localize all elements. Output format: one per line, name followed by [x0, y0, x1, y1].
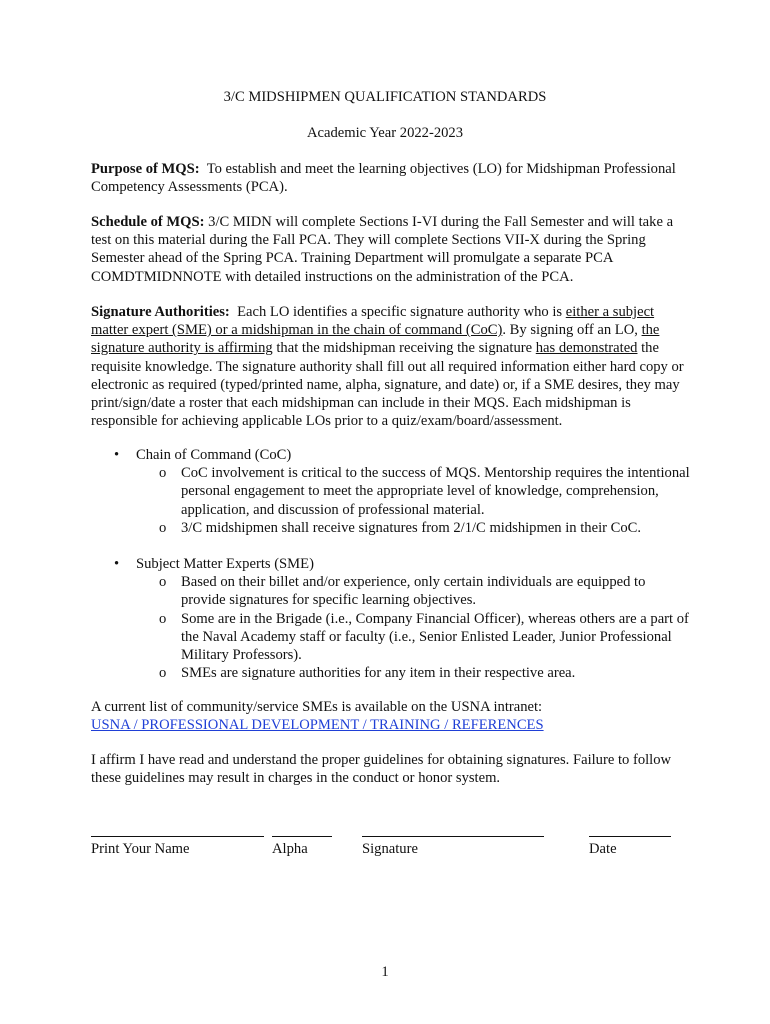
signature-line[interactable]: [362, 836, 544, 837]
circle-bullet-icon: o: [159, 519, 167, 536]
print-name-label: Print Your Name: [91, 841, 190, 857]
sme-list-text: A current list of community/service SMEs is available on the USNA intranet:: [91, 699, 543, 715]
usna-references-link[interactable]: USNA / PROFESSIONAL DEVELOPMENT / TRAINING / REFERENCES: [91, 717, 544, 734]
coc-sub-item: [136, 464, 691, 519]
sme-sub-list: [136, 573, 691, 682]
sme-item-text: Based on their billet and/or experience, only certain individuals are equipped to provide signatures for specific learning objectives.: [181, 574, 646, 609]
coc-bullet: [91, 446, 691, 537]
sme-item-text: Some are in the Brigade (i.e., Company Financial Officer), whereas others are a part of the Naval Academy staff or faculty (i.e., Senior Enlisted Leader, Junior Professional Military Professors).: [181, 610, 689, 664]
sig-text-2: . By signing off an LO,: [502, 322, 642, 339]
sme-list-paragraph: [91, 698, 691, 734]
bullet-icon: •: [114, 556, 120, 572]
sme-sub-item: [136, 664, 691, 682]
signature-authorities-label: Signature Authorities:: [91, 304, 230, 320]
schedule-text: 3/C MIDN will complete Sections I-VI during the Fall Semester and will take a test on this material during the Fall PCA. They will complete Sections VII-X during the Spring Semester ahead of the Spring PCA. Training Department will promulgate a separate PCA COMDTMIDNNOTE with detailed instructions on the administration of the PCA.: [91, 214, 674, 285]
sig-text-4: the requisite knowledge. The signature authority shall fill out all required information either hard copy or electronic as required (typed/printed name, alpha, signature, and date) or, if a SME desires, they may print/sign/date a roster that each midshipman can include in their MQS. Each midshipman is responsible for achieving applicable LOs prior to a quiz/exam/board/assessment.: [91, 340, 684, 430]
signature-authorities-paragraph: [91, 303, 691, 430]
coc-heading: Chain of Command (CoC): [136, 447, 292, 463]
coc-sub-list: [136, 464, 691, 537]
sme-bullet: [91, 555, 691, 682]
academic-year: Academic Year 2022-2023: [306, 125, 464, 141]
coc-item-text: 3/C midshipmen shall receive signatures from 2/1/C midshipmen in their CoC.: [181, 519, 642, 536]
coc-bullet-list: [91, 446, 691, 537]
alpha-signature-line[interactable]: [272, 836, 332, 837]
coc-sub-item: [136, 519, 691, 537]
circle-bullet-icon: o: [159, 665, 167, 682]
sig-underline-1: either a subject matter expert (SME) or a midshipman in the chain of command (CoC): [91, 304, 655, 339]
affirmation-paragraph: I affirm I have read and understand the proper guidelines for obtaining signatures. Failure to follow these guidelines may result in charges in the conduct or honor system.: [91, 752, 672, 787]
date-label: Date: [589, 841, 617, 857]
schedule-paragraph: [91, 213, 691, 286]
circle-bullet-icon: o: [159, 610, 167, 627]
sme-sub-item: [136, 610, 691, 665]
alpha-label: Alpha: [272, 841, 308, 857]
circle-bullet-icon: o: [159, 574, 167, 591]
sme-heading: Subject Matter Experts (SME): [136, 556, 314, 572]
sig-text-3: that the midshipman receiving the signature: [272, 340, 536, 357]
purpose-paragraph: [91, 160, 691, 196]
purpose-text: To establish and meet the learning objectives (LO) for Midshipman Professional Competency Assessments (PCA).: [91, 161, 676, 196]
sme-sub-item: [136, 573, 691, 609]
date-signature-line[interactable]: [589, 836, 671, 837]
sig-text-1: Each LO identifies a specific signature authority who is: [237, 304, 566, 320]
coc-item-text: CoC involvement is critical to the success of MQS. Mentorship requires the intentional personal engagement to meet the appropriate level of knowledge, comprehension, application, and discussion of professional material.: [181, 465, 690, 518]
document-title: 3/C MIDSHIPMEN QUALIFICATION STANDARDS: [223, 89, 547, 105]
sig-underline-2: the signature authority is affirming: [91, 322, 660, 357]
signature-label: Signature: [362, 841, 418, 857]
name-signature-line[interactable]: [91, 836, 264, 837]
sme-bullet-list: [91, 555, 691, 682]
schedule-label: Schedule of MQS:: [91, 214, 205, 230]
circle-bullet-icon: o: [159, 465, 167, 482]
sig-underline-3: has demonstrated: [535, 340, 638, 357]
page-number: 1: [381, 964, 389, 980]
sme-item-text: SMEs are signature authorities for any item in their respective area.: [181, 665, 576, 682]
purpose-label: Purpose of MQS:: [91, 161, 200, 177]
bullet-icon: •: [114, 447, 120, 463]
